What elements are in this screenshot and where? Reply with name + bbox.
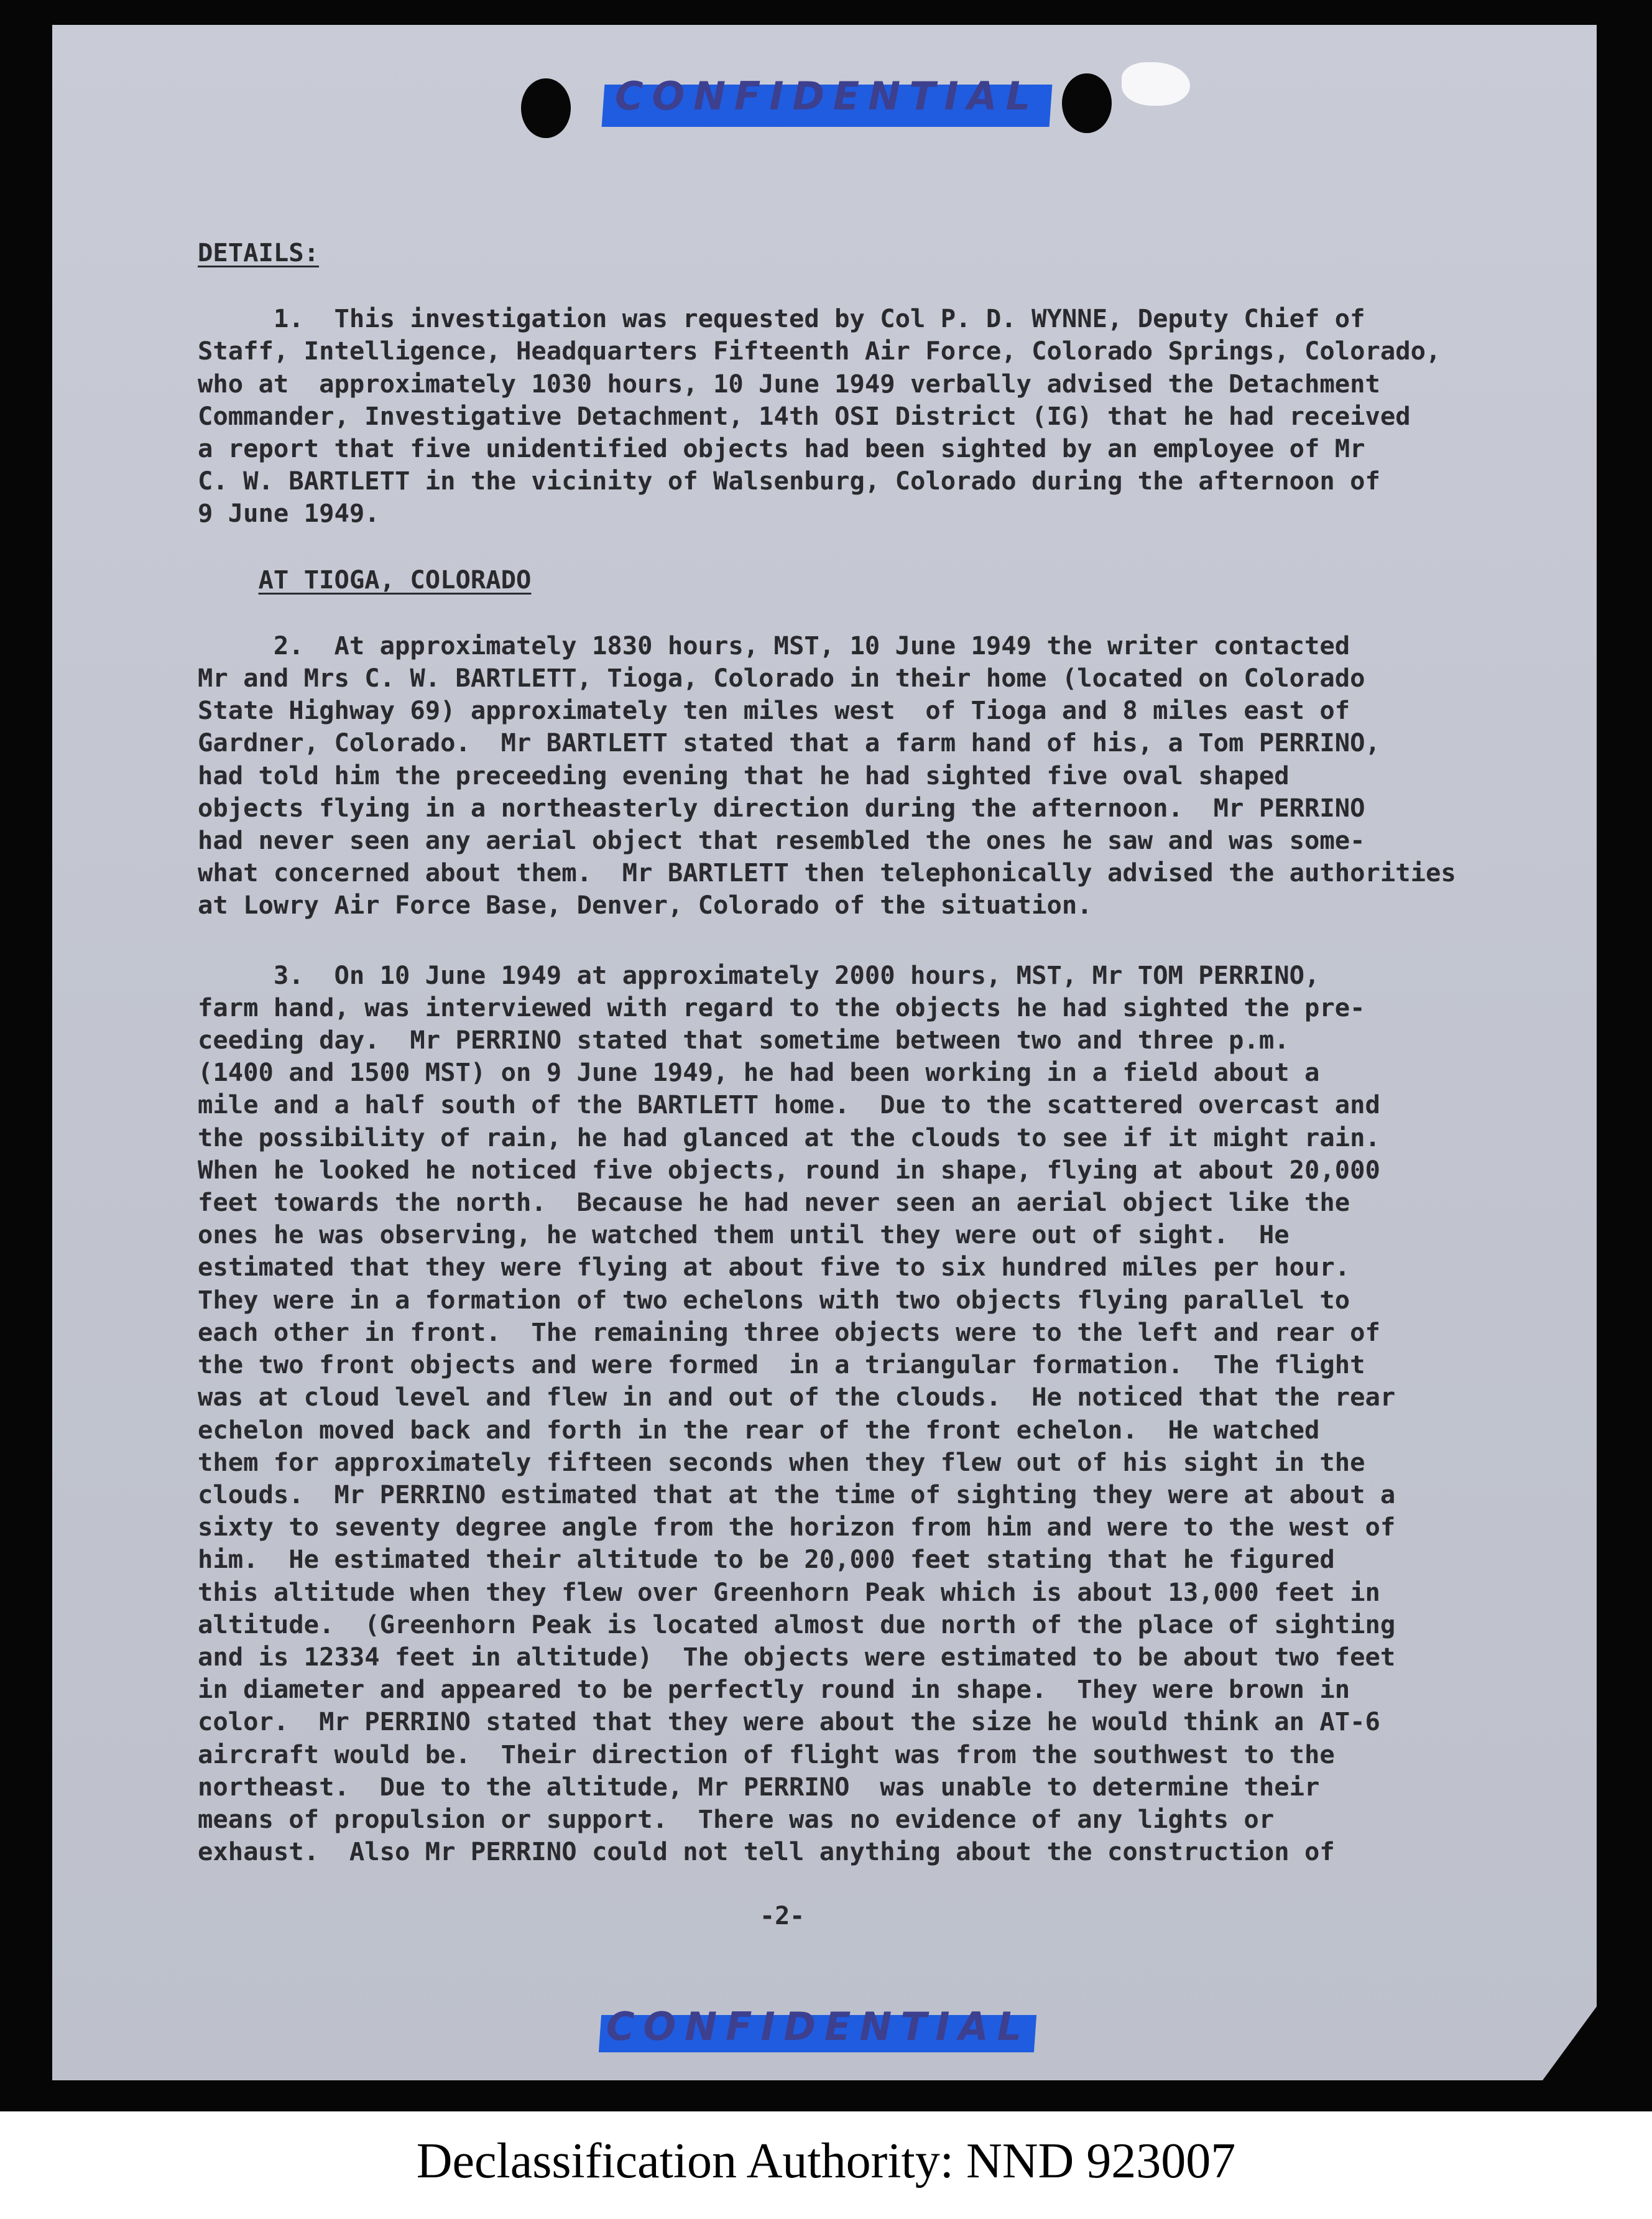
- paragraph-3: [198, 959, 1553, 1868]
- text-line: him. He estimated their altitude to be 20,000 feet stating that he figured: [198, 1544, 1335, 1575]
- text-line: C. W. BARTLETT in the vicinity of Walsenburg, Colorado during the afternoon of: [198, 466, 1380, 496]
- text-line: what concerned about them. Mr BARTLETT then telephonically advised the authorities: [198, 858, 1456, 888]
- text-line: sixty to seventy degree angle from the horizon from him and were to the west of: [198, 1512, 1396, 1542]
- text-line: each other in front. The remaining three objects were to the left and rear of: [198, 1317, 1380, 1347]
- text-line: means of propulsion or support. There was no evidence of any lights or: [198, 1804, 1275, 1834]
- confidential-stamp-top: [609, 73, 1045, 131]
- text-line: feet towards the north. Because he had never seen an aerial object like the: [198, 1187, 1350, 1218]
- text-line: exhaust. Also Mr PERRINO could not tell anything about the construction of: [198, 1837, 1335, 1867]
- text-line: in diameter and appeared to be perfectly round in shape. They were brown in: [198, 1674, 1350, 1705]
- text-line: ones he was observing, he watched them until they were out of sight. He: [198, 1220, 1290, 1250]
- details-heading: DETAILS:: [198, 238, 320, 267]
- folded-corner: [1536, 1996, 1604, 2090]
- text-line: Commander, Investigative Detachment, 14th OSI District (IG) that he had received: [198, 401, 1411, 431]
- text-line: northeast. Due to the altitude, Mr PERRINO was unable to determine their: [198, 1771, 1320, 1802]
- document-body: [198, 236, 1553, 1868]
- confidential-stamp-bottom: [606, 2004, 1029, 2056]
- text-line: State Highway 69) approximately ten miles west of Tioga and 8 miles east of: [198, 695, 1350, 726]
- paragraph-2: [198, 629, 1553, 922]
- text-line: 3. On 10 June 1949 at approximately 2000 hours, MST, Mr TOM PERRINO,: [198, 960, 1320, 990]
- text-line: aircraft would be. Their direction of flight was from the southwest to the: [198, 1739, 1335, 1769]
- text-line: echelon moved back and forth in the rear of the front echelon. He watched: [198, 1414, 1320, 1445]
- text-line: had told him the preceeding evening that he had sighted five oval shaped: [198, 760, 1290, 790]
- punch-hole-left: [521, 78, 571, 138]
- torn-corner: [1122, 62, 1190, 106]
- stamp-text: CONFIDENTIAL: [606, 2004, 1031, 2049]
- declassification-caption: Declassification Authority: NND 923007: [416, 2134, 1236, 2189]
- text-line: mile and a half south of the BARTLETT home. Due to the scattered overcast and: [198, 1090, 1380, 1120]
- text-line: a report that five unidentified objects had been sighted by an employee of Mr: [198, 433, 1365, 464]
- text-line: When he looked he noticed five objects, round in shape, flying at about 20,000: [198, 1154, 1380, 1185]
- stamp-text: CONFIDENTIAL: [614, 73, 1040, 119]
- text-line: 9 June 1949.: [198, 498, 380, 529]
- page-number: -2-: [760, 1902, 805, 1930]
- text-line: them for approximately fifteen seconds when they flew out of his sight in the: [198, 1447, 1365, 1477]
- text-line: (1400 and 1500 MST) on 9 June 1949, he had been working in a field about a: [198, 1057, 1320, 1088]
- punch-hole-right: [1062, 73, 1112, 133]
- text-line: who at approximately 1030 hours, 10 June 1949 verbally advised the Detachment: [198, 368, 1380, 399]
- text-line: objects flying in a northeasterly direction during the afternoon. Mr PERRINO: [198, 792, 1365, 823]
- paragraph-1: [198, 302, 1553, 529]
- text-line: was at cloud level and flew in and out of the clouds. He noticed that the rear: [198, 1382, 1396, 1412]
- text-line: farm hand, was interviewed with regard to the objects he had sighted the pre-: [198, 992, 1365, 1022]
- text-line: the possibility of rain, he had glanced at the clouds to see if it might rain.: [198, 1122, 1380, 1152]
- text-line: estimated that they were flying at about five to six hundred miles per hour.: [198, 1252, 1350, 1282]
- text-line: ceeding day. Mr PERRINO stated that sometime between two and three p.m.: [198, 1025, 1290, 1055]
- text-line: had never seen any aerial object that resembled the ones he saw and was some-: [198, 825, 1365, 856]
- text-line: They were in a formation of two echelons with two objects flying parallel to: [198, 1284, 1350, 1315]
- location-heading: AT TIOGA, COLORADO: [258, 564, 532, 595]
- text-line: Gardner, Colorado. Mr BARTLETT stated that a farm hand of his, a Tom PERRINO,: [198, 728, 1380, 758]
- text-line: 2. At approximately 1830 hours, MST, 10 June 1949 the writer contacted: [198, 630, 1350, 660]
- text-line: 1. This investigation was requested by Col P. D. WYNNE, Deputy Chief of: [198, 303, 1365, 334]
- text-line: color. Mr PERRINO stated that they were about the size he would think an AT-6: [198, 1707, 1380, 1737]
- text-line: the two front objects and were formed in a triangular formation. The flight: [198, 1350, 1365, 1380]
- text-line: Staff, Intelligence, Headquarters Fifteenth Air Force, Colorado Springs, Colorado,: [198, 336, 1441, 366]
- text-line: Mr and Mrs C. W. BARTLETT, Tioga, Colorado in their home (located on Colorado: [198, 663, 1365, 693]
- text-line: at Lowry Air Force Base, Denver, Colorado of the situation.: [198, 890, 1092, 920]
- text-line: this altitude when they flew over Greenhorn Peak which is about 13,000 feet in: [198, 1577, 1380, 1607]
- text-line: clouds. Mr PERRINO estimated that at the time of sighting they were at about a: [198, 1479, 1396, 1509]
- text-line: altitude. (Greenhorn Peak is located almost due north of the place of sighting: [198, 1609, 1396, 1639]
- text-line: and is 12334 feet in altitude) The objects were estimated to be about two feet: [198, 1641, 1396, 1672]
